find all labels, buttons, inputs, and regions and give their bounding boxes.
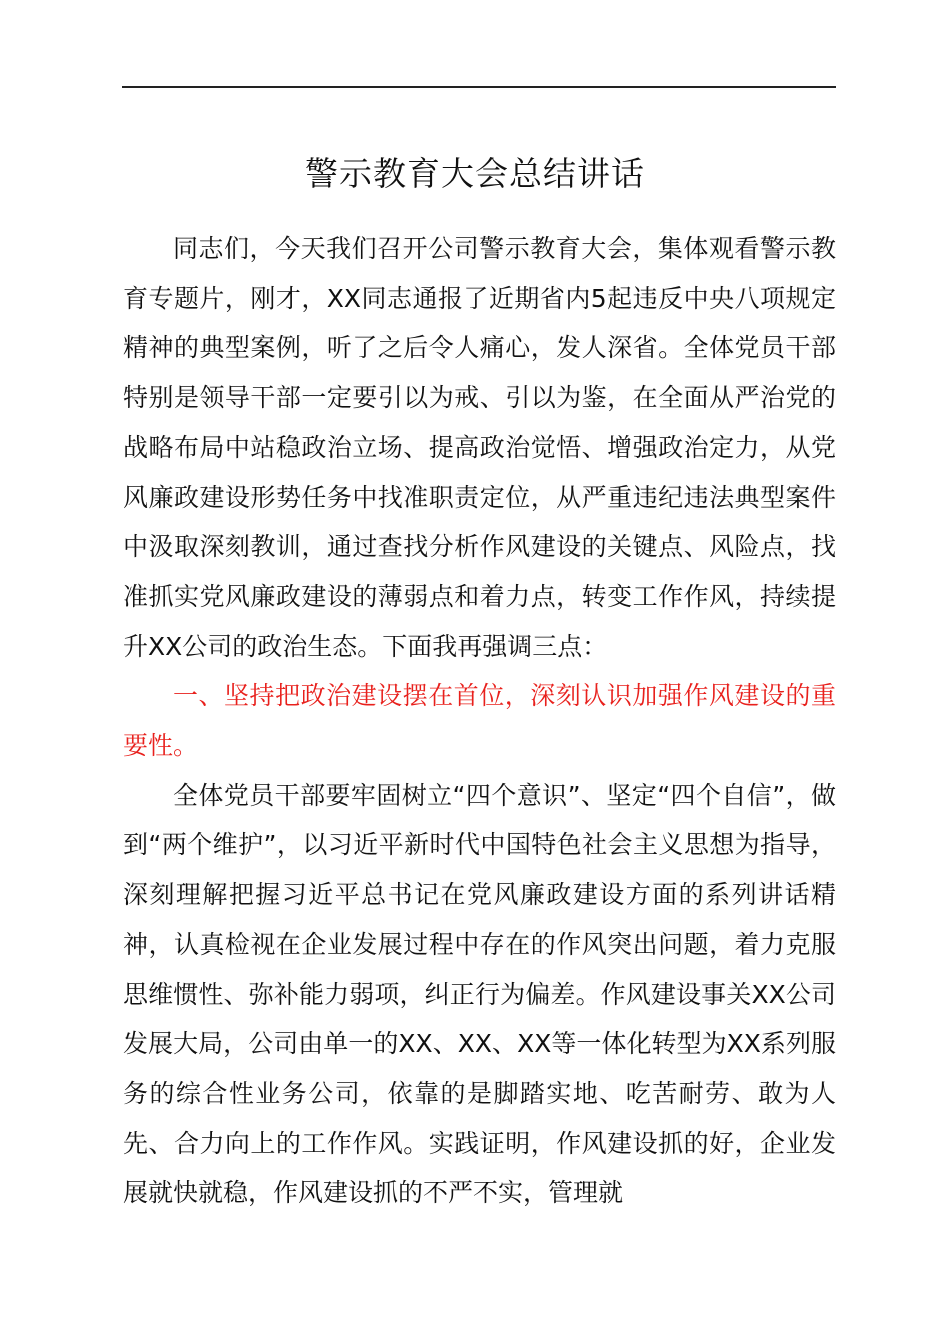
header-divider — [122, 86, 836, 88]
section-1-paragraph: 全体党员干部要牢固树立“四个意识”、坚定“四个自信”，做到“两个维护”，以习近平新时代中国特色社会主义思想为指导，深刻理解把握习近平总书记在党风廉政建设方面的系列讲话精神，认真检视在企业发展过程中存在的作风突出问题，着力克服思维惯性、弥补能力弱项，纠正行为偏差。作风建设事关XX公司发展大局，公司由单一的XX、XX、XX等一体化转型为XX系列服务的综合性业务公司，依靠的是脚踏实地、吃苦耐劳、敢为人先、合力向上的工作作风。实践证明，作风建设抓的好，企业发展就快就稳，作风建设抓的不严不实，管理就 — [123, 780, 836, 1208]
section-heading-1: 一、坚持把政治建设摆在首位，深刻认识加强作风建设的重要性。 — [123, 681, 836, 761]
intro-paragraph: 同志们，今天我们召开公司警示教育大会，集体观看警示教育专题片，刚才，XX同志通报了近期省内5起违反中央八项规定精神的典型案例，听了之后令人痛心，发人深省。全体党员干部特别是领导干部一定要引以为戒、引以为鉴，在全面从严治党的战略布局中站稳政治立场、提高政治觉悟、增强政治定力，从党风廉政建设形势任务中找准职责定位，从严重违纪违法典型案件中汲取深刻教训，通过查找分析作风建设的关键点、风险点，找准抓实党风廉政建设的薄弱点和着力点，转变工作作风，持续提升XX公司的政治生态。下面我再强调三点： — [123, 234, 836, 661]
document-title: 警示教育大会总结讲话 — [305, 154, 645, 193]
document-body — [123, 224, 836, 1218]
